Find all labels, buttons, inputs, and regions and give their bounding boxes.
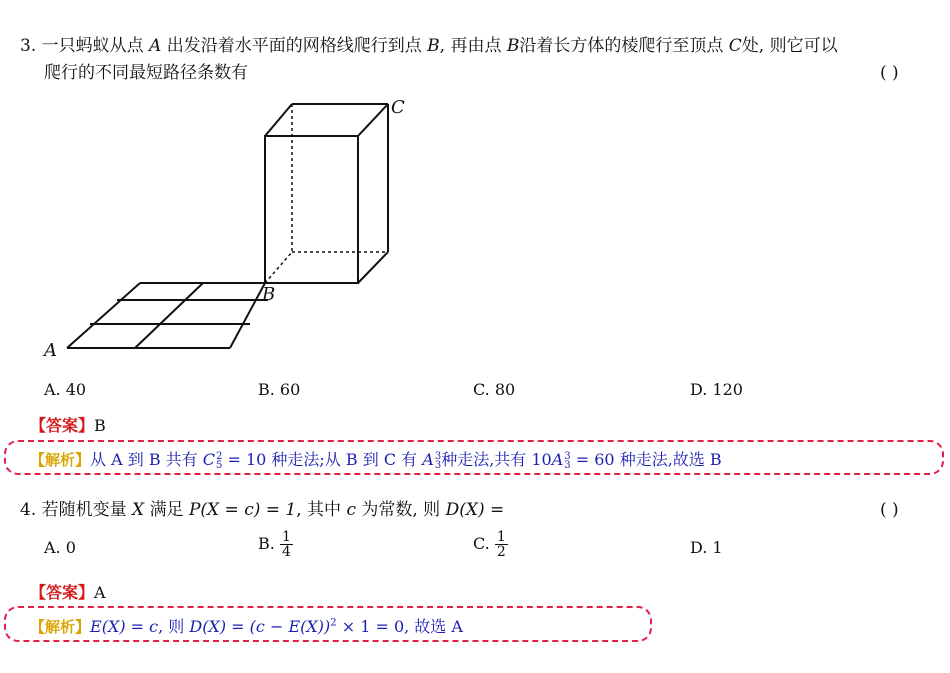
cuboid [265,104,388,283]
q3-text: 爬行的不同最短路径条数有 [44,63,248,83]
q3-point-b: B [506,36,520,56]
q3-figure [30,92,450,362]
q3-option-d: D. 120 [690,380,743,399]
q4-number: 4. [20,500,37,520]
q3-option-a: A. 40 [44,380,87,399]
figure-label-b: B [262,284,276,305]
q3-option-b: B. 60 [258,380,301,399]
answer-tag: 【答案】 [30,416,95,435]
answer-tag: 【答案】 [30,583,95,602]
q3-point-a: A [149,36,162,56]
q4-text: 为常数, 则 [361,500,441,520]
q4-text: 若随机变量 [41,500,127,520]
fraction: $\frac{1}{2}$ [496,529,506,560]
fraction: $\frac{1}{4}$ [281,529,291,560]
grid [67,283,268,348]
q3-text: 出发沿着水平面的网格线爬行到点 [166,36,422,56]
figure-label-a: A [44,340,57,361]
answer-value: B [94,416,106,435]
q4-expr: D(X) = [445,500,505,520]
q3-text: , 再由点 [439,36,502,56]
q3-line1 [20,33,838,59]
q4-answer-paren: ( ) [880,500,899,520]
figure-label-c: C [391,97,405,118]
q4-option-a: A. 0 [44,538,76,557]
q3-text: 处, 则它可以 [741,36,838,56]
q3-text: 沿着长方体的棱爬行至顶点 [519,36,724,56]
q4-line1 [20,497,504,523]
q3-point-c: C [728,36,742,56]
q4-option-c: C. $\frac{1}{2}$ [473,529,506,560]
q3-number: 3. [20,36,37,56]
q4-option-d: D. 1 [690,538,723,557]
q4-option-b: B. $\frac{1}{4}$ [258,529,291,560]
answer-value: A [94,583,106,602]
q3-answer [30,413,106,436]
q3-text: 一只蚂蚁从点 [41,36,144,56]
q3-option-c: C. 80 [473,380,516,399]
q4-text: 满足 [149,500,184,520]
solution-tag: 【解析】 [30,451,91,469]
q3-point-b: B [427,36,440,56]
q3-answer-paren: ( ) [880,63,899,83]
solution-text: 从 A 到 B 共有 C 2 5 = 10 种走法;从 B 到 C 有 A 3 3 种走法,共有 10A 3 3 = 60 种走法,故选 B [90,450,722,471]
q4-var-x: X [132,500,145,520]
solution-tag: 【解析】 [30,618,91,636]
cuboid-hidden-edges [265,104,388,283]
solution-text: E(X) = c, 则 $D(X) = (c - E(X))^2 \times 1 = 0$, 故选 A [90,617,463,636]
q4-solution [30,614,463,637]
q4-var-c: c [346,500,356,520]
q3-line2 [44,60,248,86]
q4-answer [30,580,106,603]
q3-solution [30,447,722,470]
q4-expr: P(X = c) = 1 [188,500,297,520]
q4-text: , 其中 [296,500,342,520]
